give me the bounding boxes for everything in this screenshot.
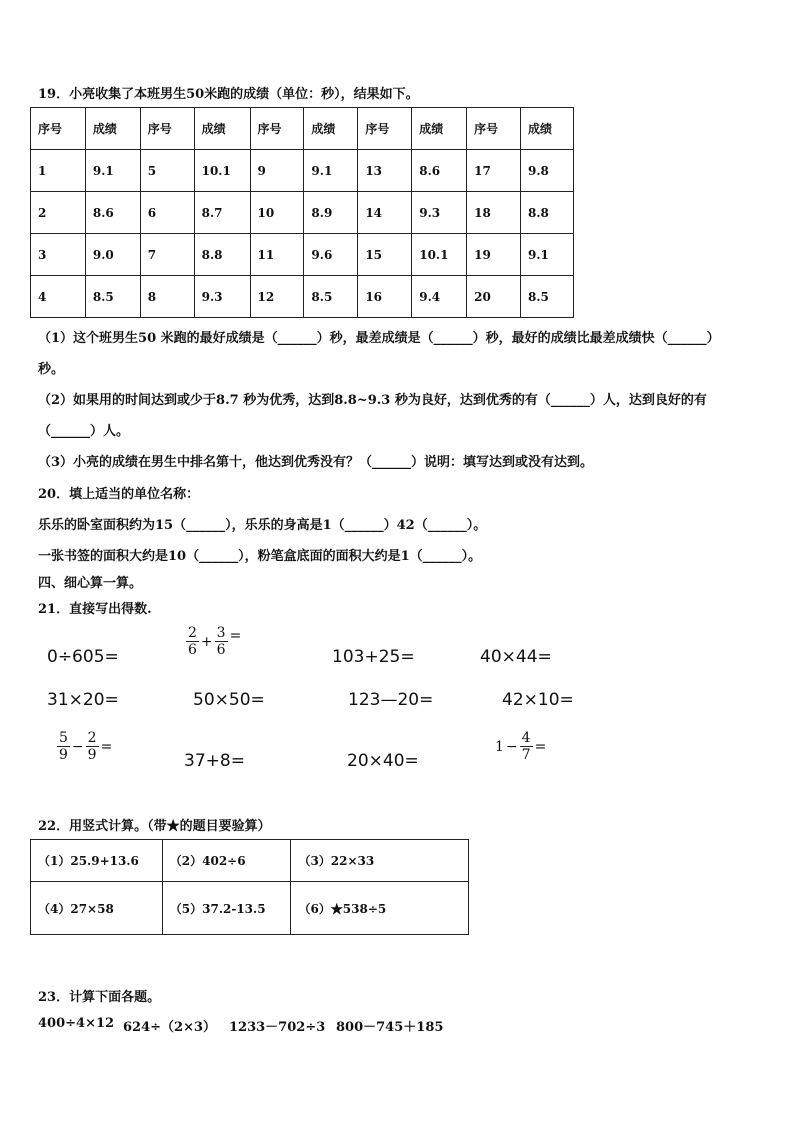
table-header-cell: 序号 bbox=[140, 108, 194, 150]
table-header-cell: 成绩 bbox=[521, 108, 574, 150]
table-cell: （3）22×33 bbox=[291, 840, 469, 882]
q20-line1: 乐乐的卧室面积约为15（______），乐乐的身高是1（______）42（______）。 bbox=[38, 518, 487, 533]
table-cell: 1 bbox=[31, 150, 86, 192]
calc-item: 1233－702÷3 bbox=[229, 1020, 326, 1035]
table-row bbox=[31, 192, 574, 234]
calc-item: 624÷（2×3） bbox=[123, 1020, 217, 1035]
table-cell: 10.1 bbox=[412, 234, 467, 276]
vertical-calc-table bbox=[30, 839, 469, 935]
table-cell: （6）★538÷5 bbox=[291, 882, 469, 935]
table-cell: 12 bbox=[250, 276, 304, 318]
table-header-row bbox=[31, 108, 574, 150]
fraction bbox=[520, 730, 533, 763]
numerator: 3 bbox=[216, 625, 226, 641]
table-cell: 2 bbox=[31, 192, 86, 234]
table-header-cell: 成绩 bbox=[304, 108, 358, 150]
numerator: 2 bbox=[87, 730, 97, 746]
table-row bbox=[31, 234, 574, 276]
table-cell: 3 bbox=[31, 234, 86, 276]
calc-item: 800－745＋185 bbox=[336, 1020, 444, 1035]
numerator: 2 bbox=[188, 625, 197, 641]
numerator: 5 bbox=[59, 730, 68, 746]
q20-title: 20．填上适当的单位名称： bbox=[38, 487, 200, 502]
table-cell: 9 bbox=[250, 150, 304, 192]
table-header-cell: 成绩 bbox=[194, 108, 250, 150]
fraction bbox=[57, 730, 70, 763]
table-cell: （4）27×58 bbox=[31, 882, 163, 935]
denominator: 6 bbox=[216, 642, 226, 658]
table-cell: （2）402÷6 bbox=[162, 840, 291, 882]
table-cell: 8.8 bbox=[521, 192, 574, 234]
table-cell: 9.6 bbox=[304, 234, 358, 276]
denominator: 9 bbox=[87, 747, 97, 763]
table-cell: 19 bbox=[467, 234, 521, 276]
q20-line2: 一张书签的面积大约是10（______），粉笔盒底面的面积大约是1（______）。 bbox=[38, 549, 482, 564]
table-cell: 14 bbox=[358, 192, 412, 234]
calc-item: 40×44= bbox=[480, 647, 552, 667]
table-cell: 9.0 bbox=[85, 234, 140, 276]
q19-title: 19．小亮收集了本班男生50米跑的成绩（单位：秒），结果如下。 bbox=[38, 87, 419, 102]
q19-sub1-line2: 秒。 bbox=[38, 362, 65, 377]
table-row bbox=[31, 276, 574, 318]
table-cell: 9.4 bbox=[412, 276, 467, 318]
table-cell: 15 bbox=[358, 234, 412, 276]
equals-sign: = bbox=[534, 738, 547, 755]
table-cell: 9.1 bbox=[521, 234, 574, 276]
table-cell: 10 bbox=[250, 192, 304, 234]
table-row bbox=[31, 840, 469, 882]
table-cell: 7 bbox=[140, 234, 194, 276]
fraction bbox=[215, 625, 228, 658]
calc-item: 37+8= bbox=[184, 751, 245, 771]
table-cell: 8.7 bbox=[194, 192, 250, 234]
table-cell: 8 bbox=[140, 276, 194, 318]
table-cell: 8.5 bbox=[304, 276, 358, 318]
operator: − bbox=[71, 738, 84, 755]
table-cell: 13 bbox=[358, 150, 412, 192]
fraction bbox=[186, 625, 199, 658]
denominator: 9 bbox=[59, 747, 68, 763]
calc-item: 50×50= bbox=[193, 690, 265, 710]
numerator: 4 bbox=[521, 730, 531, 746]
table-header-cell: 序号 bbox=[31, 108, 86, 150]
table-header-cell: 成绩 bbox=[85, 108, 140, 150]
table-header-cell: 成绩 bbox=[412, 108, 467, 150]
table-row bbox=[31, 882, 469, 935]
q21-title: 21．直接写出得数. bbox=[38, 602, 152, 617]
equals-sign: = bbox=[100, 738, 113, 755]
table-cell: 20 bbox=[467, 276, 521, 318]
calc-item: 123—20= bbox=[348, 690, 434, 710]
equals-sign: = bbox=[229, 627, 242, 644]
calc-item: 42×10= bbox=[502, 690, 574, 710]
fraction-expression bbox=[186, 625, 243, 658]
table-cell: 18 bbox=[467, 192, 521, 234]
q19-sub3: （3）小亮的成绩在男生中排名第十，他达到优秀没有？（______）说明：填写达到或没有达到。 bbox=[38, 455, 594, 470]
calc-item: 20×40= bbox=[347, 751, 419, 771]
denominator: 7 bbox=[521, 747, 531, 763]
table-header-cell: 序号 bbox=[250, 108, 304, 150]
calc-item: 31×20= bbox=[47, 690, 119, 710]
table-row bbox=[31, 150, 574, 192]
table-cell: 11 bbox=[250, 234, 304, 276]
table-cell: 4 bbox=[31, 276, 86, 318]
fraction bbox=[86, 730, 99, 763]
table-cell: 8.6 bbox=[85, 192, 140, 234]
q19-sub2-line1: （2）如果用的时间达到或少于8.7 秒为优秀，达到8.8~9.3 秒为良好，达到优秀的有（______）人，达到良好的有 bbox=[38, 393, 707, 408]
table-header-cell: 序号 bbox=[358, 108, 412, 150]
q19-sub2-line2: （______）人。 bbox=[38, 424, 130, 439]
score-table bbox=[30, 107, 574, 318]
table-cell: 6 bbox=[140, 192, 194, 234]
calc-item: 103+25= bbox=[332, 647, 415, 667]
calc-item: 0÷605= bbox=[47, 647, 119, 667]
q22-title: 22．用竖式计算。（带★的题目要验算） bbox=[38, 819, 271, 834]
table-cell: 16 bbox=[358, 276, 412, 318]
fraction-expression bbox=[495, 730, 548, 763]
table-cell: 9.1 bbox=[304, 150, 358, 192]
table-cell: 5 bbox=[140, 150, 194, 192]
table-cell: （1）25.9+13.6 bbox=[31, 840, 163, 882]
denominator: 6 bbox=[188, 642, 197, 658]
table-cell: 8.8 bbox=[194, 234, 250, 276]
table-cell: （5）37.2-13.5 bbox=[162, 882, 291, 935]
table-header-cell: 序号 bbox=[467, 108, 521, 150]
table-cell: 8.5 bbox=[85, 276, 140, 318]
table-cell: 10.1 bbox=[194, 150, 250, 192]
calc-item: 400÷4×12 bbox=[38, 1016, 115, 1031]
section-heading: 四、细心算一算。 bbox=[38, 576, 143, 591]
table-cell: 8.9 bbox=[304, 192, 358, 234]
operator: − bbox=[505, 738, 518, 755]
whole-number: 1 bbox=[495, 738, 504, 755]
table-cell: 17 bbox=[467, 150, 521, 192]
operator: + bbox=[200, 633, 213, 650]
fraction-expression bbox=[57, 730, 114, 763]
q23-title: 23．计算下面各题。 bbox=[38, 990, 161, 1005]
table-cell: 9.1 bbox=[85, 150, 140, 192]
table-cell: 8.5 bbox=[521, 276, 574, 318]
table-cell: 9.3 bbox=[194, 276, 250, 318]
table-cell: 9.8 bbox=[521, 150, 574, 192]
table-cell: 9.3 bbox=[412, 192, 467, 234]
table-cell: 8.6 bbox=[412, 150, 467, 192]
q19-sub1-line1: （1）这个班男生50 米跑的最好成绩是（______）秒，最差成绩是（______）秒，最好的成绩比最差成绩快（______） bbox=[38, 331, 720, 346]
